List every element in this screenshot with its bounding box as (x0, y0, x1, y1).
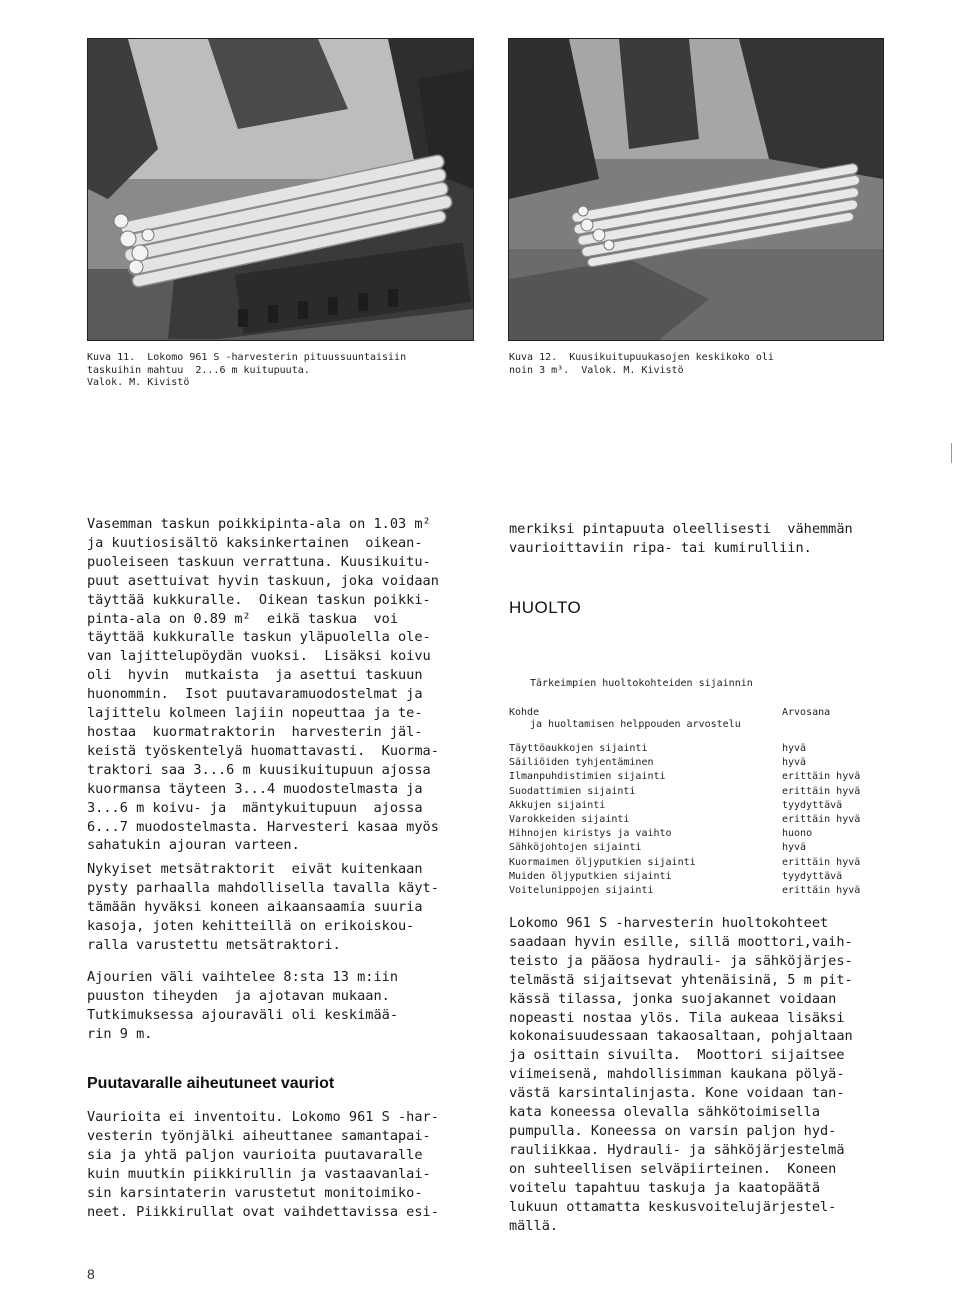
caption-photo-11: Kuva 11. Lokomo 961 S -harvesterin pituussuuntaisiin taskuihin mahtuu 2...6 m kuitupuuta. Valok. M. Kivistö (87, 352, 407, 389)
table-cell-item: Hihnojen kiristys ja vaihto (509, 828, 672, 840)
table-cell-item: Varokkeiden sijainti (509, 813, 630, 825)
page-edge-mark (951, 443, 952, 463)
table-cell-rating: erittäin hyvä (782, 785, 861, 797)
table-row (509, 756, 860, 770)
table-cell-rating: tyydyttävä (782, 870, 843, 882)
table-cell-item: Sähköjohtojen sijainti (509, 842, 642, 854)
table-cell-item: Voitelunippojen sijainti (509, 884, 654, 896)
table-cell-rating: erittäin hyvä (782, 771, 861, 783)
table-cell-rating: huono (782, 828, 813, 840)
table-row (509, 770, 860, 784)
left-paragraph-1: Vasemman taskun poikkipinta-ala on 1.03 m² ja kuutiosisältö kaksinkertainen oikean- puoleiseen taskuun verrattuna. Kuusikuitu- puut asettuivat hyvin taskuun, joka voidaan täyttää kukkuralle. Oikean taskun poikki- pinta-ala on 0.89 m² eikä taskua voi täyttää kukkuralle taskun yläpuolella ole- van lajittelupöydän vuoksi. Lisäksi koivu oli hyvin mutkaista ja asettui taskuun huonommin. Isot puutavaramuodostelmat ja lajittelu kolmeen lajiin nopeuttaa ja te- hostaa kuormatraktorin harvesterin jäl- keistä työskentelyä huomattavasti. Kuorma- traktori saa 3...6 m kuusikuitupuun ajossa kuormansa täyteen 3...4 muodostelmasta ja 3...6 m koivu- ja mäntykuitupuun ajossa 6...7 muodostelmasta. Harvesteri kasaa myös sahatukin ajouran varteen. (87, 516, 439, 854)
table-row (509, 841, 860, 855)
table-row (509, 785, 860, 799)
table-row (509, 870, 860, 884)
photo-pulpwood-piles (508, 38, 884, 341)
table-header-row (509, 706, 860, 742)
right-paragraph-2: Lokomo 961 S -harvesterin huoltokohteet saadaan hyvin esille, sillä moottori,vaih- teisto ja pääosa hydrauli- ja sähköjärjes- telmästä sijaitsevat yhtenäisinä, 5 m pit- kässä tilassa, jonka suojakannet voidaan nopeasti nostaa ylös. Tila aukeaa lisäksi kokonaisuudessaan takaosaltaan, pohjaltaan ja osittain sivuilta. Moottori sijaitsee viimeisenä, mahdollisimman kaukana pölyä- västä karsintalinjasta. Kone voidaan tan- kata koneessa olevalla sähkötoimisella pumpulla. Koneessa on varsin paljon hyd- rauliikkaa. Hydrauli- ja sähköjärjestelmä on suhteellisen selväpiirteinen. Koneen voitelu tapahtuu taskuja ja kaatopäätä lukuun ottamatta keskusvoitelujärjestel- mällä. (509, 915, 853, 1234)
table-cell-rating: tyydyttävä (782, 799, 843, 811)
table-row (509, 742, 860, 756)
left-paragraph-2: Nykyiset metsätraktorit eivät kuitenkaan pysty parhaalla mahdollisella tavalla käyt- tämään hyväksi koneen aikaansaamia suuria kasoja, joten kehitteillä on erikoiskou- ralla varustettu metsätraktori. (87, 861, 439, 953)
right-paragraph-1: merkiksi pintapuuta oleellisesti vähemmän vaurioittaviin ripa- tai kumirulliin. (509, 521, 853, 556)
caption-photo-12: Kuva 12. Kuusikuitupuukasojen keskikoko oli noin 3 m³. Valok. M. Kivistö (509, 352, 774, 376)
table-cell-item: Kuormaimen öljyputkien sijainti (509, 856, 696, 868)
table-cell-item: Suodattimien sijainti (509, 785, 636, 797)
photo-harvester-log-pockets (87, 38, 474, 341)
heading-timber-damage: Puutavaralle aiheutuneet vauriot (87, 1075, 335, 1092)
page-number: 8 (87, 1266, 95, 1282)
table-caption: Tärkeimpien huoltokohteiden sijainnin ja huoltamisen helppouden arvostelu (530, 678, 753, 730)
table-cell-rating: erittäin hyvä (782, 813, 861, 825)
heading-maintenance: HUOLTO (509, 598, 582, 617)
table-cell-item: Täyttöaukkojen sijainti (509, 743, 648, 754)
table-cell-item: Säiliöiden tyhjentäminen (509, 757, 654, 769)
table-row (509, 813, 860, 827)
table-row (509, 884, 860, 898)
left-paragraph-3: Ajourien väli vaihtelee 8:sta 13 m:iin puuston tiheyden ja ajotavan mukaan. Tutkimuksessa ajouraväli oli keskimää- rin 9 m. (87, 969, 398, 1042)
column-header-item: Kohde (509, 707, 540, 718)
maintenance-rating-table (509, 706, 860, 898)
table-row (509, 799, 860, 813)
table-cell-item: Akkujen sijainti (509, 799, 606, 811)
table-cell-item: Ilmanpuhdistimien sijainti (509, 771, 666, 783)
left-paragraph-4: Vaurioita ei inventoitu. Lokomo 961 S -har- vesterin työnjälki aiheuttanee samantapai- sia ja yhtä paljon vaurioita puutavaralle kuin muutkin piikkirullin ja vastaavanlai- sin karsintaterin varustetut monitoimiko- neet. Piikkirullat ovat vaihdettavissa esi- (87, 1109, 439, 1220)
column-header-rating: Arvosana (782, 707, 831, 718)
table-cell-rating: erittäin hyvä (782, 884, 861, 896)
table-cell-rating: hyvä (782, 842, 807, 854)
table-cell-rating: hyvä (782, 757, 807, 769)
table-cell-rating: hyvä (782, 743, 807, 754)
table-row (509, 856, 860, 870)
table-cell-item: Muiden öljyputkien sijainti (509, 870, 672, 882)
table-cell-rating: erittäin hyvä (782, 856, 861, 868)
table-row (509, 827, 860, 841)
